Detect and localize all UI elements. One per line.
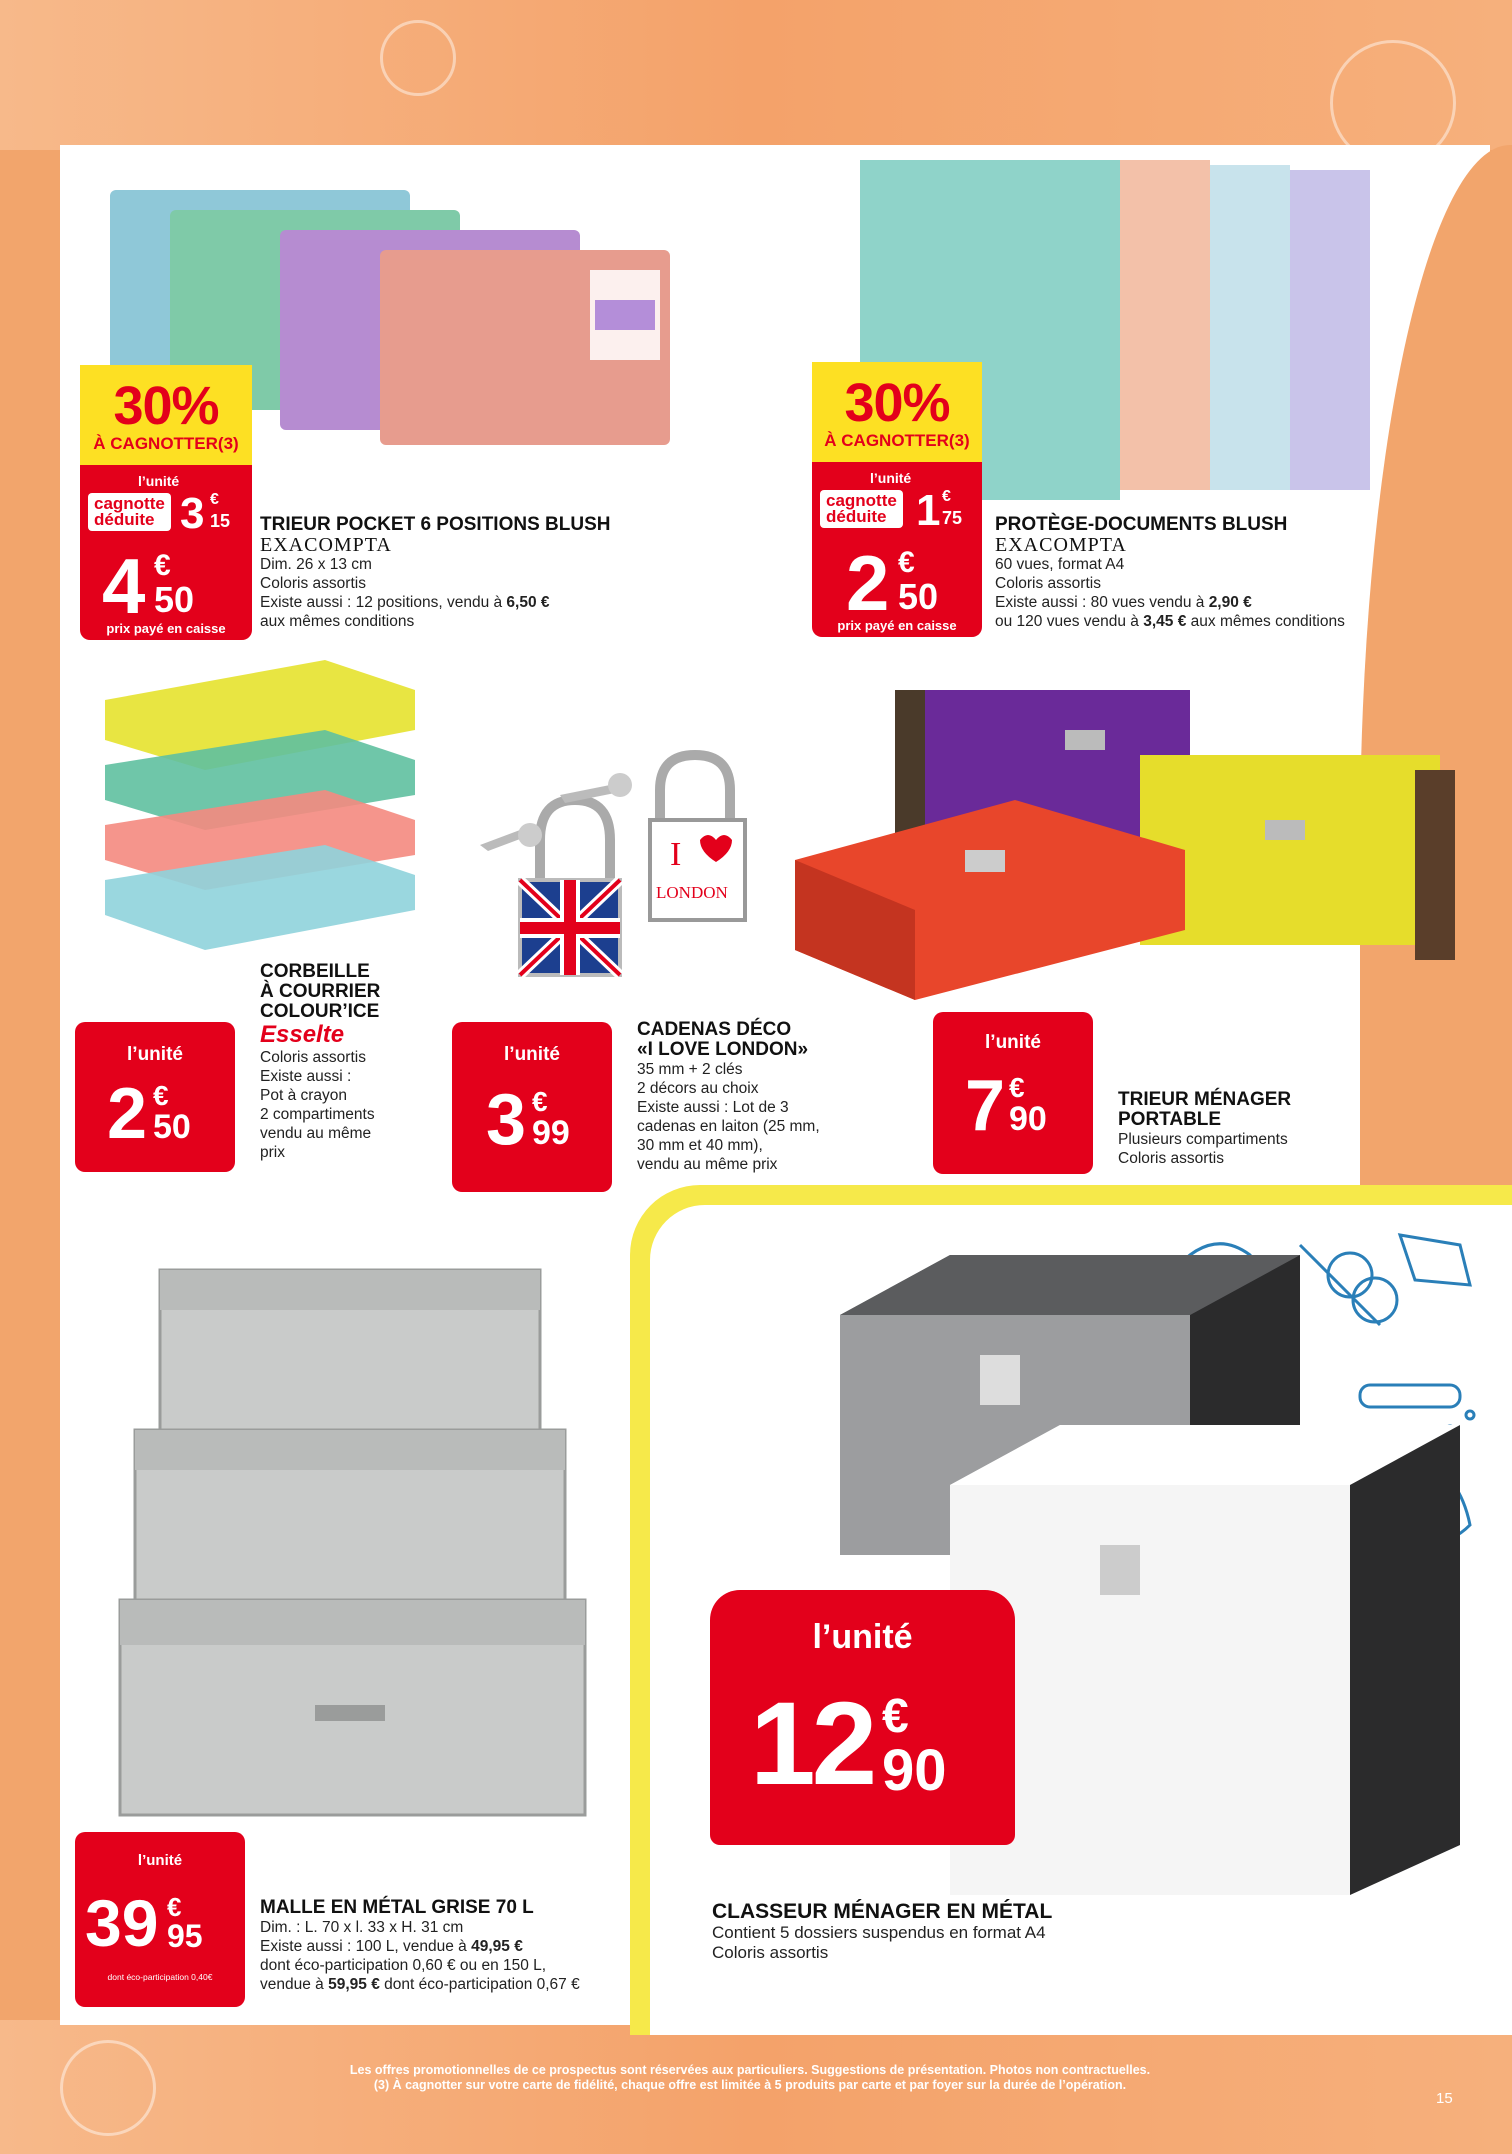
desc-text: ou 120 vues vendu à <box>995 613 1144 630</box>
unit-label: l’unité <box>137 1852 183 1869</box>
cagnotte-dec: 75 <box>942 508 963 528</box>
desc-price: 2,90 € <box>1208 594 1252 611</box>
product-desc-line: 2 compartiments <box>260 1106 375 1123</box>
price-dec: 99 <box>532 1114 570 1152</box>
product-desc-line: Dim. : L. 70 x l. 33 x H. 31 cm <box>260 1919 464 1936</box>
product-desc-line: 60 vues, format A4 <box>995 556 1125 573</box>
legal-footer <box>200 2063 1300 2093</box>
product-title-line: PORTABLE <box>1118 1109 1222 1130</box>
cagnotte-percent-badge <box>80 365 252 465</box>
price-dec: 50 <box>154 579 195 620</box>
unit-label: l’unité <box>985 1032 1041 1053</box>
product-title-line: CORBEILLE <box>260 961 370 982</box>
product-desc-line: Coloris assortis <box>260 1049 366 1066</box>
price-int: 39 <box>85 1886 159 1960</box>
cagnotte-int: 3 <box>180 489 205 538</box>
price <box>846 539 939 627</box>
cagnotte-label <box>88 493 171 531</box>
product-desc-line: aux mêmes conditions <box>260 613 415 630</box>
desc-text: Existe aussi : 80 vues vendu à <box>995 594 1209 611</box>
product-info <box>995 515 1465 631</box>
product-title: MALLE EN MÉTAL GRISE 70 L <box>260 1897 534 1918</box>
price-cur: € <box>153 1080 169 1111</box>
product-image-cadenas <box>460 740 760 980</box>
product-desc-line <box>995 612 1465 631</box>
cagnotte-line2: déduite <box>94 510 155 529</box>
cagnotte-amount <box>180 489 231 539</box>
product-title: PROTÈGE-DOCUMENTS BLUSH <box>995 514 1288 535</box>
price-dec: 50 <box>898 576 939 617</box>
product-desc-line <box>260 593 680 612</box>
price-dec: 95 <box>167 1918 203 1954</box>
price <box>107 1074 191 1154</box>
desc-price: 3,45 € <box>1143 613 1187 630</box>
top-decorative-band <box>0 0 1512 150</box>
product-desc-line: Coloris assortis <box>995 575 1101 592</box>
product-image-corbeille <box>95 660 425 960</box>
product-desc-line: dont éco-participation 0,60 € ou en 150 L, <box>260 1957 547 1974</box>
product-desc-line: 35 mm + 2 clés <box>637 1061 743 1078</box>
page-number: 15 <box>1436 2090 1453 2107</box>
product-desc-line: vendu au même <box>260 1125 372 1142</box>
price-box <box>80 465 252 640</box>
cagnotte-cur: € <box>210 491 219 508</box>
product-desc-line <box>995 593 1465 612</box>
product-info <box>260 1898 680 1994</box>
product-desc-line: Plusieurs compartiments <box>1118 1131 1288 1148</box>
cagnotte-line1: cagnotte <box>94 494 165 513</box>
eco-participation: dont éco-participation 0,40€ <box>107 1972 213 1982</box>
price-cur: € <box>898 546 915 579</box>
product-title-line: «I LOVE LONDON» <box>637 1039 809 1060</box>
price-cur: € <box>154 549 171 582</box>
price-int: 4 <box>102 542 146 630</box>
price <box>486 1080 570 1160</box>
unit-label: l’unité <box>504 1044 560 1065</box>
product-title: CLASSEUR MÉNAGER EN MÉTAL <box>712 1900 1053 1923</box>
unit-label: l’unité <box>870 470 912 486</box>
price-box <box>812 462 982 637</box>
product-desc-line: Coloris assortis <box>260 575 366 592</box>
price-int: 12 <box>750 1678 874 1810</box>
badge-cagnotter-label: À CAGNOTTER(3) <box>824 431 970 450</box>
price-cur: € <box>532 1086 548 1117</box>
price-box <box>452 1022 612 1192</box>
price-box <box>710 1590 1015 1845</box>
doodle-circle <box>380 20 456 96</box>
product-desc-line: prix <box>260 1144 285 1161</box>
desc-text: Existe aussi : 100 L, vendue à <box>260 1938 472 1955</box>
product-info <box>260 962 460 1162</box>
badge-percent: 30% <box>113 376 219 436</box>
price-caption: prix payé en caisse <box>837 618 957 633</box>
product-desc-line: Coloris assortis <box>712 1943 829 1962</box>
price-int: 7 <box>965 1066 1006 1146</box>
desc-price: 49,95 € <box>471 1938 523 1955</box>
product-info <box>637 1020 897 1174</box>
brand-logo-esselte: Esselte <box>260 1021 345 1048</box>
product-desc-line: Dim. 26 x 13 cm <box>260 556 372 573</box>
badge-percent: 30% <box>844 373 950 433</box>
cagnotte-label <box>820 490 903 528</box>
price-dec: 90 <box>1009 1100 1047 1138</box>
desc-text: dont éco-participation 0,67 € <box>379 1976 580 1993</box>
badge-cagnotter-label: À CAGNOTTER(3) <box>93 434 239 453</box>
product-desc-line <box>260 1937 680 1956</box>
desc-price: 6,50 € <box>506 594 550 611</box>
product-title: TRIEUR POCKET 6 POSITIONS BLUSH <box>260 514 611 535</box>
price <box>965 1066 1047 1146</box>
unit-label: l’unité <box>812 1618 913 1656</box>
price-int: 2 <box>107 1074 148 1154</box>
lock-london-text: LONDON <box>656 883 728 902</box>
cagnotte-line2: déduite <box>826 507 887 526</box>
product-desc-line: Existe aussi : Lot de 3 <box>637 1099 789 1116</box>
desc-price: 59,95 € <box>328 1976 380 1993</box>
price-cur: € <box>1009 1072 1025 1103</box>
product-title-line: COLOUR’ICE <box>260 1001 380 1022</box>
product-title-line: À COURRIER <box>260 981 381 1002</box>
desc-text: Existe aussi : 12 positions, vendu à <box>260 594 507 611</box>
product-desc-line: Existe aussi : <box>260 1068 352 1085</box>
product-desc-line: Pot à crayon <box>260 1087 348 1104</box>
product-image-malle <box>115 1265 595 1825</box>
price-box <box>75 1022 235 1172</box>
product-info <box>260 515 680 631</box>
legal-line: (3) À cagnotter sur votre carte de fidélité, chaque offre est limitée à 5 produits par carte et par foyer sur la durée de l’opération. <box>373 2078 1127 2092</box>
product-desc-line: 2 décors au choix <box>637 1080 759 1097</box>
price-int: 2 <box>846 539 890 627</box>
price <box>750 1678 947 1810</box>
price-cur: € <box>167 1892 182 1922</box>
cagnotte-int: 1 <box>916 486 941 535</box>
price-dec: 50 <box>153 1108 191 1146</box>
cagnotte-percent-badge <box>812 362 982 462</box>
price-int: 3 <box>486 1080 527 1160</box>
cagnotte-line1: cagnotte <box>826 491 897 510</box>
price-box <box>933 1012 1093 1174</box>
product-info <box>712 1900 1212 1963</box>
lock-i-text: I <box>670 836 682 873</box>
product-desc-line: Coloris assortis <box>1118 1150 1224 1167</box>
desc-text: aux mêmes conditions <box>1186 613 1345 630</box>
product-desc-line: vendu au même prix <box>637 1156 778 1173</box>
desc-text: vendue à <box>260 1976 329 1993</box>
unit-label: l’unité <box>127 1044 183 1065</box>
cagnotte-amount <box>916 486 963 536</box>
doodle-circle <box>60 2040 156 2136</box>
product-title-line: CADENAS DÉCO <box>637 1019 792 1040</box>
product-desc-line <box>260 1975 680 1994</box>
product-brand: EXACOMPTA <box>995 534 1127 556</box>
product-info <box>1118 1090 1438 1168</box>
product-desc-line: Contient 5 dossiers suspendus en format A4 <box>712 1923 1046 1942</box>
price-caption: prix payé en caisse <box>106 621 226 636</box>
price <box>102 542 195 630</box>
product-title-line: TRIEUR MÉNAGER <box>1118 1089 1292 1110</box>
cagnotte-cur: € <box>942 488 951 505</box>
price-dec: 90 <box>882 1738 947 1803</box>
unit-label: l’unité <box>138 473 180 489</box>
product-image-trieur-menager <box>795 670 1475 1010</box>
product-desc-line: cadenas en laiton (25 mm, <box>637 1118 820 1135</box>
price <box>85 1886 203 1960</box>
cagnotte-dec: 15 <box>210 511 231 531</box>
product-desc-line: 30 mm et 40 mm), <box>637 1137 763 1154</box>
price-cur: € <box>882 1690 909 1743</box>
price-box <box>75 1832 245 2007</box>
legal-line: Les offres promotionnelles de ce prospectus sont réservées aux particuliers. Suggestions de présentation. Photos non contractuelles. <box>349 2063 1151 2077</box>
product-brand: EXACOMPTA <box>260 534 392 556</box>
